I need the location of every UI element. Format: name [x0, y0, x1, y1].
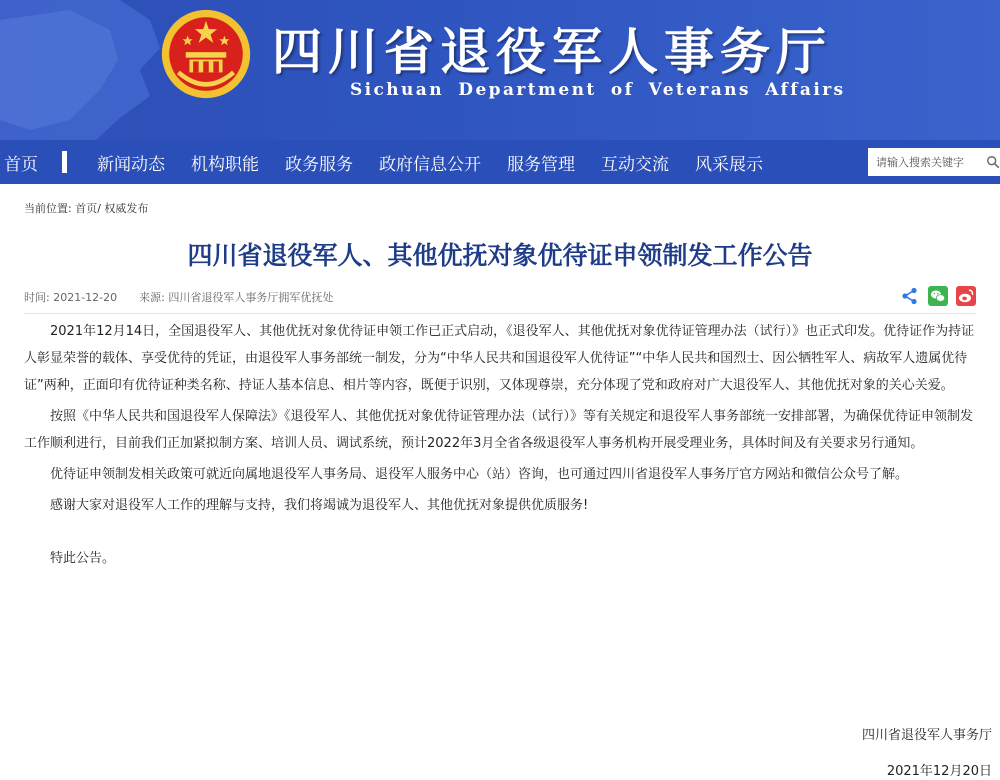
nav-item-service-management[interactable]: 服务管理: [507, 154, 575, 175]
national-emblem-icon: [160, 8, 252, 100]
nav-divider: [62, 151, 67, 173]
article-title: 四川省退役军人、其他优抚对象优待证申领制发工作公告: [187, 241, 813, 270]
breadcrumb: 当前位置: 首页/ 权威发布: [24, 202, 149, 215]
nav-item-showcase[interactable]: 风采展示: [695, 154, 763, 175]
article-paragraph: 感谢大家对退役军人工作的理解与支持，我们将竭诚为退役军人、其他优抚对象提供优质服务!: [50, 498, 589, 513]
search-box: [868, 148, 1000, 176]
site-banner: [0, 0, 1000, 140]
article-paragraph: 2021年12月14日，全国退役军人、其他优抚对象优待证申领工作已正式启动，《退役军人、其他优抚对象优待证管理办法（试行）》也正式印发。优待证作为持证人彰显荣誉的载体、享受优待的凭证，由退役军人事务部统一制发，分为“中华人民共和国退役军人优待证”“中华人民共和国烈士、因公牺牲军人、病故军人遗属优待证”两种，正面印有优待证种类名称、持证人基本信息、相片等内容，既便于识别，又体现尊崇，充分体现了党和政府对广大退役军人、其他优抚对象的关心关爱。: [24, 324, 975, 393]
article-body: [24, 318, 976, 572]
nav-item-info-disclosure[interactable]: 政府信息公开: [379, 154, 481, 175]
nav-item-functions[interactable]: 机构职能: [191, 154, 259, 175]
wechat-icon[interactable]: [928, 286, 948, 306]
site-title: 四川省退役军人事务厅: [272, 23, 832, 81]
search-input[interactable]: [876, 156, 984, 169]
nav-item-home[interactable]: 首页: [4, 154, 38, 175]
article-source: 来源: 四川省退役军人事务厅拥军优抚处: [139, 290, 334, 304]
article-signature: 四川省退役军人事务厅: [861, 728, 992, 743]
site-subtitle: Sichuan Department of Veterans Affairs: [350, 80, 846, 100]
article-paragraph: 按照《中华人民共和国退役军人保障法》《退役军人、其他优抚对象优待证管理办法（试行）》等有关规定和退役军人事务部统一安排部署，为确保优待证申领制发工作顺利进行，目前我们正加紧拟制方案、培训人员、调试系统，预计2022年3月全省各级退役军人事务机构开展受理业务，具体时间及有关要求另行通知。: [24, 409, 974, 451]
weibo-icon[interactable]: [956, 286, 976, 306]
share-icon[interactable]: [900, 286, 920, 306]
sichuan-map-decoration: [0, 0, 170, 140]
search-icon[interactable]: [986, 154, 1000, 170]
article-sign-date: 2021年12月20日: [886, 764, 992, 779]
nav-item-interaction[interactable]: 互动交流: [601, 154, 669, 175]
main-nav: [0, 140, 1000, 184]
share-buttons: [892, 286, 976, 306]
article-time: 时间: 2021-12-20: [24, 290, 118, 304]
nav-item-gov-services[interactable]: 政务服务: [285, 154, 353, 175]
article-closing: 特此公告。: [50, 551, 116, 566]
article-paragraph: 优待证申领制发相关政策可就近向属地退役军人事务局、退役军人服务中心（站）咨询，也可通过四川省退役军人事务厅官方网站和微信公众号了解。: [50, 467, 909, 482]
nav-item-news[interactable]: 新闻动态: [97, 154, 165, 175]
article-meta: [24, 280, 976, 314]
